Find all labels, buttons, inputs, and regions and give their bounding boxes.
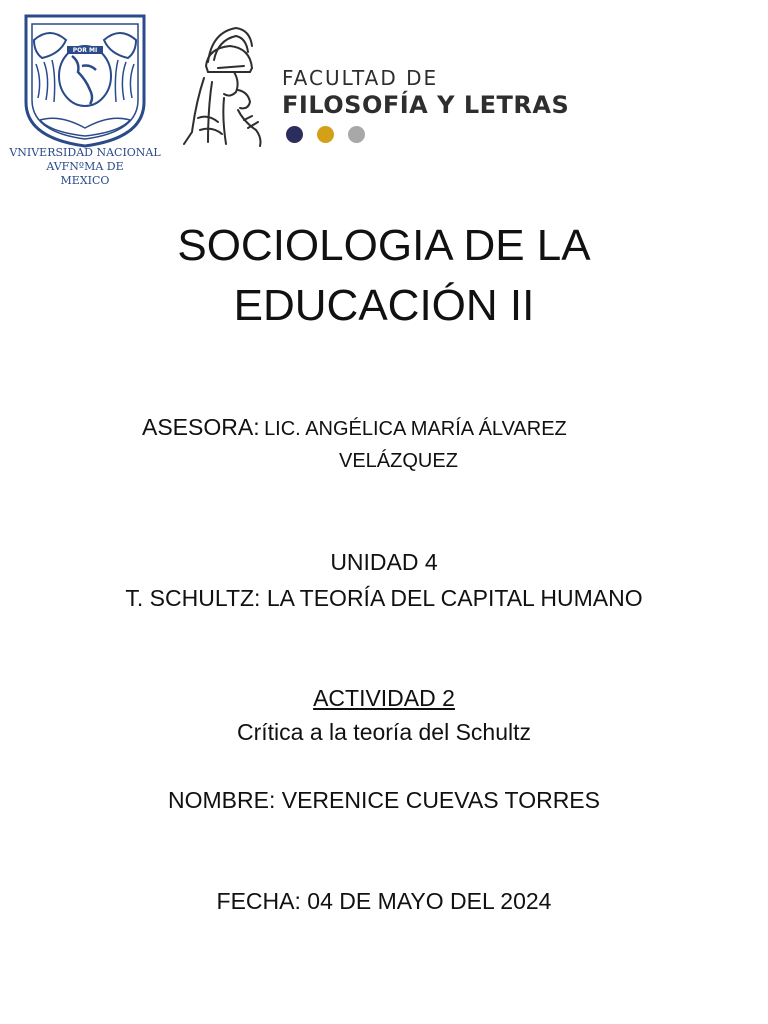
advisor-label: ASESORA:	[142, 414, 260, 440]
faculty-color-dots	[286, 126, 379, 148]
activity-description: Crítica a la teoría del Schultz	[236, 719, 532, 745]
dot-gold	[317, 126, 334, 143]
faculty-wordmark	[282, 66, 569, 120]
unam-caption-line3: MEXICO	[60, 174, 110, 187]
dot-gray	[348, 126, 365, 143]
unam-seal-logo	[9, 10, 161, 188]
unit-number: UNIDAD 4	[330, 549, 438, 575]
faculty-line2: FILOSOFÍA Y LETRAS	[282, 91, 570, 119]
advisor-name-line2: VELÁZQUEZ	[339, 450, 458, 472]
advisor-block	[142, 412, 662, 477]
dot-navy	[286, 126, 303, 143]
faculty-line1: FACULTAD DE	[282, 66, 439, 90]
activity-label: ACTIVIDAD 2	[313, 685, 455, 711]
advisor-name-line1: LIC. ANGÉLICA MARÍA ÁLVAREZ	[264, 418, 567, 440]
course-title-line1: SOCIOLOGIA DE LA	[177, 221, 591, 270]
unit-topic: T. SCHULTZ: LA TEORÍA DEL CAPITAL HUMANO	[125, 585, 643, 611]
student-name: NOMBRE: VERENICE CUEVAS TORRES	[168, 787, 600, 813]
svg-text:POR MI: POR MI	[72, 47, 98, 54]
athena-figure-logo	[178, 22, 274, 148]
unit-block	[0, 544, 768, 616]
unam-caption-line1: VNIVERSIDAD NACIONAL	[9, 146, 161, 159]
submission-date: FECHA: 04 DE MAYO DEL 2024	[216, 888, 552, 914]
course-title-line2: EDUCACIÓN II	[233, 281, 535, 330]
activity-block	[0, 681, 768, 749]
course-title	[0, 216, 768, 336]
unam-caption-line2: AVFNºMA DE	[46, 160, 124, 173]
